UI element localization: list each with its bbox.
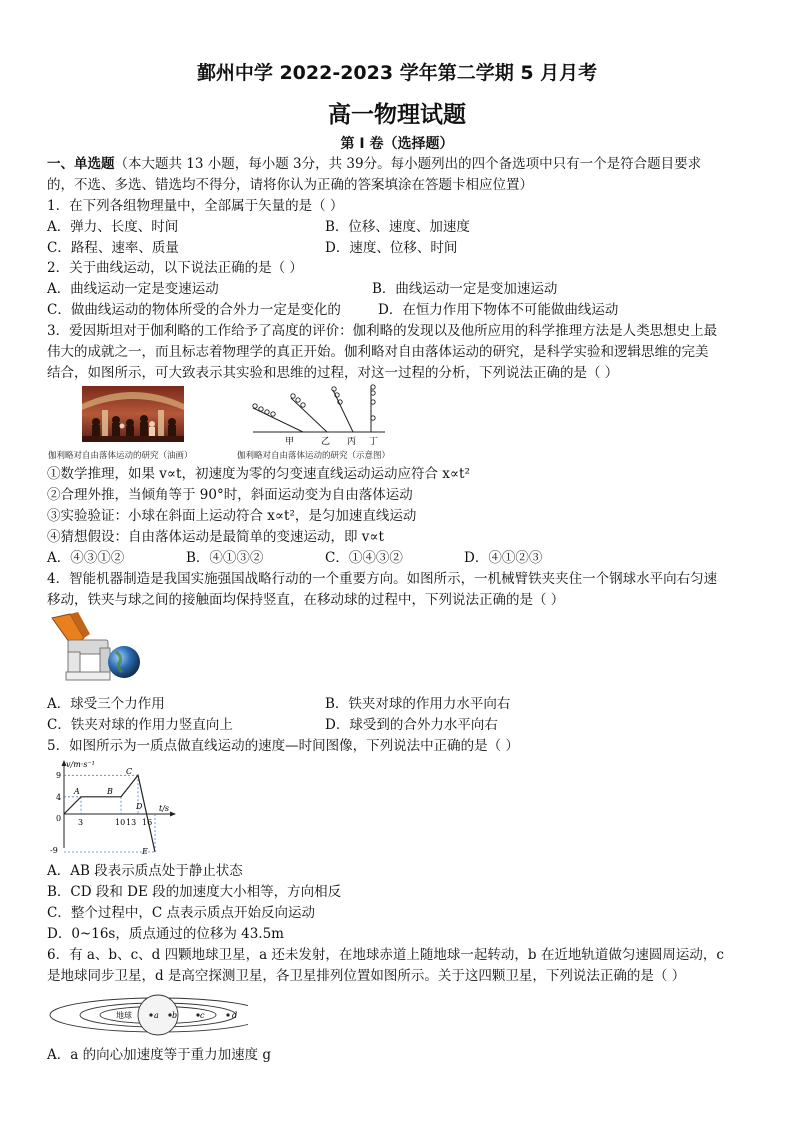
sat-a-label: a bbox=[154, 1011, 159, 1020]
q4-line1: 4．智能机器制造是我国实施强国战略行动的一个重要方向。如图所示，一机械臂铁夹夹住一个钢球水平向右匀速 bbox=[47, 571, 718, 587]
q3-line1: 3．爱因斯坦对于伽利略的工作给予了高度的评价：伽利略的发现以及他所应用的科学推理方法是人类思想史上最 bbox=[47, 323, 718, 339]
x-tick-10: 10 bbox=[115, 818, 126, 827]
part-heading: 第 I 卷（选择题） bbox=[340, 136, 454, 152]
point-e-label: E bbox=[142, 847, 148, 854]
y-tick-4: 4 bbox=[56, 793, 62, 802]
q4-option-a: A．球受三个力作用 bbox=[47, 696, 165, 712]
q1-option-b: B．位移、速度、加速度 bbox=[325, 219, 470, 235]
q6-option-a: A．a 的向心加速度等于重力加速度 g bbox=[47, 1047, 272, 1063]
q2-stem: 2．关于曲线运动，以下说法正确的是（ ） bbox=[47, 260, 303, 276]
q3-option-b: B．④①③② bbox=[186, 550, 264, 566]
point-c-label: C bbox=[126, 767, 133, 776]
section-head: 一、单选题 bbox=[47, 156, 115, 172]
point-a-label: A bbox=[74, 787, 80, 796]
q5-stem: 5．如图所示为一质点做直线运动的速度—时间图像，下列说法中正确的是（ ） bbox=[47, 738, 519, 754]
origin-label: 0 bbox=[56, 814, 62, 823]
label-jia: 甲 bbox=[285, 437, 295, 446]
q3-option-c: C．①④③② bbox=[325, 550, 403, 566]
q6-line2: 是地球同步卫星，d 是高空探测卫星，各卫星排列位置如图所示。关于这四颗卫星，下列说法正确的是（ ） bbox=[47, 968, 686, 984]
x-tick-16: 16 bbox=[142, 818, 153, 827]
q1-option-d: D．速度、位移、时间 bbox=[325, 240, 458, 256]
galileo-painting-image bbox=[82, 386, 184, 442]
q3-option-a: A．④③①② bbox=[47, 550, 125, 566]
label-bing: 丙 bbox=[347, 437, 357, 446]
x-tick-13: 13 bbox=[126, 818, 137, 827]
q2-option-d: D．在恒力作用下物体不可能做曲线运动 bbox=[378, 302, 619, 318]
q2-option-b: B．曲线运动一定是变加速运动 bbox=[372, 281, 558, 297]
q5-option-b: B．CD 段和 DE 段的加速度大小相等，方向相反 bbox=[47, 884, 342, 900]
q3-option-d: D．④①②③ bbox=[464, 550, 543, 566]
q2-option-a: A．曲线运动一定是变速运动 bbox=[47, 281, 219, 297]
t-axis-arrow bbox=[170, 812, 176, 817]
q1-option-c: C．路程、速率、质量 bbox=[47, 240, 179, 256]
q5-option-d: D．0~16s，质点通过的位移为 43.5m bbox=[47, 926, 284, 942]
point-b-label: B bbox=[107, 787, 113, 796]
satellite-orbit-diagram bbox=[48, 994, 248, 1036]
painting-caption: 伽利略对自由落体运动的研究（油画） bbox=[48, 451, 193, 461]
q3-statement-1: ①数学推理，如果 v∝t，初速度为零的匀变速直线运动运动应符合 x∝t² bbox=[47, 466, 470, 482]
q6-line1: 6．有 a、b、c、d 四颗地球卫星，a 还未发射，在地球赤道上随地球一起转动，b 在近地轨道做匀速圆周运动，c bbox=[47, 947, 724, 963]
q2-option-c: C．做曲线运动的物体所受的合外力一定是变化的 bbox=[47, 302, 341, 318]
q4-option-b: B．铁夹对球的作用力水平向右 bbox=[325, 696, 511, 712]
label-ding: 丁 bbox=[369, 437, 379, 446]
q4-option-c: C．铁夹对球的作用力竖直向上 bbox=[47, 717, 233, 733]
point-d-label: D bbox=[136, 802, 143, 811]
robot-arm-clamp-image bbox=[48, 612, 144, 684]
v-axis-label: v/m·s⁻¹ bbox=[66, 760, 95, 769]
exam-title: 鄞州中学 2022-2023 学年第二学期 5 月月考 bbox=[196, 62, 598, 84]
q3-statement-2: ②合理外推，当倾角等于 90°时，斜面运动变为自由落体运动 bbox=[47, 487, 413, 503]
q1-option-a: A．弹力、长度、时间 bbox=[47, 219, 179, 235]
section-intro-line1: 一、单选题（本大题共 13 小题，每小题 3分，共 39分。每小题列出的四个备选项中只有一个是符合题目要求 bbox=[47, 156, 702, 172]
sat-c-label: c bbox=[200, 1011, 205, 1020]
q5-option-c: C．整个过程中，C 点表示质点开始反向运动 bbox=[47, 905, 315, 921]
q3-line2: 伟大的成就之一，而且标志着物理学的真正开始。伽利略对自由落体运动的研究，是科学实验和逻辑思维的完美 bbox=[47, 344, 709, 360]
q3-statement-3: ③实验验证：小球在斜面上运动符合 x∝t²，是匀加速直线运动 bbox=[47, 508, 417, 524]
label-yi: 乙 bbox=[321, 437, 331, 446]
t-axis-label: t/s bbox=[159, 804, 170, 813]
inclined-plane-diagram bbox=[245, 384, 395, 446]
velocity-time-graph bbox=[50, 758, 180, 854]
earth-label: 地球 bbox=[116, 1011, 132, 1020]
sat-b-label: b bbox=[172, 1011, 178, 1020]
schematic-caption: 伽利略对自由落体运动的研究（示意图） bbox=[237, 451, 391, 461]
sat-d-label: d bbox=[232, 1011, 238, 1020]
section-intro-line2: 的，不选、多选、错选均不得分，请将你认为正确的答案填涂在答题卡相应位置） bbox=[47, 177, 533, 193]
q3-statement-4: ④猜想假设：自由落体运动是最简单的变速运动，即 v∝t bbox=[47, 529, 384, 545]
exam-subtitle: 高一物理试题 bbox=[328, 102, 466, 128]
y-tick-neg9: -9 bbox=[50, 846, 58, 854]
q1-stem: 1．在下列各组物理量中，全部属于矢量的是（ ） bbox=[47, 198, 344, 214]
q4-option-d: D．球受到的合外力水平向右 bbox=[325, 717, 498, 733]
x-tick-3: 3 bbox=[78, 818, 84, 827]
q4-line2: 移动，铁夹与球之间的接触面均保持竖直，在移动球的过程中，下列说法正确的是（ ） bbox=[47, 592, 565, 608]
y-tick-9: 9 bbox=[56, 771, 62, 780]
q3-line3: 结合，如图所示，可大致表示其实验和思维的过程，对这一过程的分析，下列说法正确的是（ ） bbox=[47, 365, 619, 381]
q5-option-a: A．AB 段表示质点处于静止状态 bbox=[47, 863, 243, 879]
